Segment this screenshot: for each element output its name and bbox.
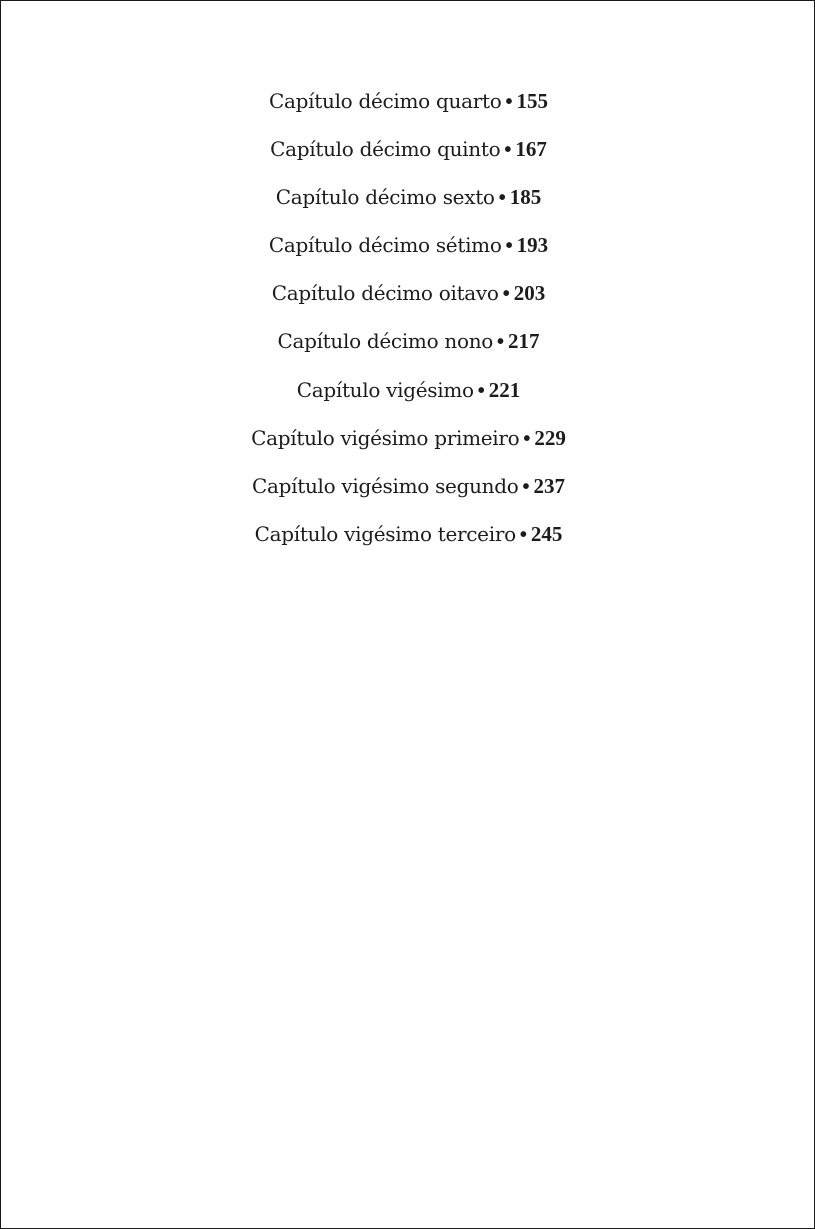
bullet-separator: • xyxy=(477,379,485,402)
bullet-separator: • xyxy=(498,187,506,210)
toc-entry xyxy=(1,416,815,464)
chapter-title: Capítulo vigésimo xyxy=(296,377,474,402)
bullet-separator: • xyxy=(497,331,505,354)
chapter-title: Capítulo vigésimo terceiro xyxy=(254,521,516,546)
page-number: 221 xyxy=(488,377,521,402)
bullet-separator: • xyxy=(505,235,513,258)
bullet-separator: • xyxy=(519,523,527,546)
page-number: 167 xyxy=(515,137,547,162)
toc-entry xyxy=(1,271,815,319)
page-number: 185 xyxy=(509,185,542,210)
bullet-separator: • xyxy=(504,139,512,162)
toc-entry xyxy=(1,319,815,367)
toc-entry xyxy=(1,368,815,416)
bullet-separator: • xyxy=(505,91,513,113)
chapter-title: Capítulo décimo nono xyxy=(277,329,494,354)
toc-entry xyxy=(1,79,815,127)
bullet-separator: • xyxy=(522,475,530,498)
page-number: 155 xyxy=(516,89,548,113)
page-number: 245 xyxy=(530,521,563,546)
table-of-contents xyxy=(1,79,815,560)
page-number: 229 xyxy=(534,425,566,450)
toc-entry xyxy=(1,175,815,223)
page-number: 193 xyxy=(516,233,549,258)
chapter-title: Capítulo décimo quarto xyxy=(269,89,502,113)
chapter-title: Capítulo vigésimo segundo xyxy=(251,473,519,498)
bullet-separator: • xyxy=(502,283,510,306)
chapter-title: Capítulo décimo sexto xyxy=(275,185,495,210)
toc-entry xyxy=(1,223,815,271)
chapter-title: Capítulo décimo sétimo xyxy=(268,233,502,258)
chapter-title: Capítulo décimo oitavo xyxy=(271,281,499,306)
toc-entry xyxy=(1,464,815,512)
chapter-title: Capítulo vigésimo primeiro xyxy=(251,425,520,450)
toc-entry xyxy=(1,127,815,175)
toc-entry xyxy=(1,512,815,560)
bullet-separator: • xyxy=(523,427,531,450)
page-number: 217 xyxy=(508,329,540,354)
page-number: 237 xyxy=(533,473,566,498)
chapter-title: Capítulo décimo quinto xyxy=(270,137,501,162)
page-number: 203 xyxy=(513,281,546,306)
